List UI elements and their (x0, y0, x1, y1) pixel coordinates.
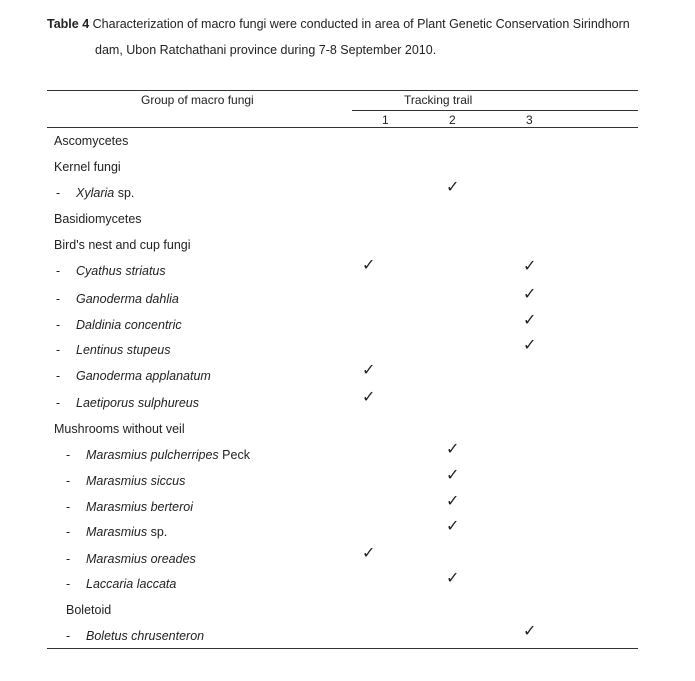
trail-2-header: 2 (449, 113, 456, 127)
table-top-rule (47, 90, 638, 91)
check-mark-icon: ✓ (362, 360, 376, 379)
group-column-header: Group of macro fungi (141, 93, 254, 107)
row-name-text: Laetiporus sulphureus (76, 396, 199, 410)
group-label (66, 603, 111, 617)
row-name-text: Marasmius siccus (86, 474, 186, 488)
species-name (76, 318, 182, 332)
row-name-text: Basidiomycetes (54, 212, 142, 226)
table-label: Table 4 (47, 17, 90, 31)
species-name (86, 474, 185, 488)
row-name-text: Marasmius oreades (86, 552, 196, 566)
row-name-text: Mushrooms without veil (54, 422, 185, 436)
row-name-text: Ganoderma applanatum (76, 369, 211, 383)
row-bullet: - (56, 369, 61, 383)
row-bullet: - (66, 577, 71, 591)
check-mark-icon: ✓ (523, 310, 537, 329)
row-name-text: Xylaria (76, 186, 115, 200)
row-name-suffix: sp. (114, 186, 135, 200)
check-mark-icon: ✓ (362, 255, 376, 274)
check-mark-icon: ✓ (446, 516, 460, 535)
caption-line-1: Characterization of macro fungi were conducted in area of Plant Genetic Conservation Sirindhorn (92, 17, 630, 31)
row-bullet: - (56, 292, 61, 306)
group-label (54, 422, 185, 436)
row-name-suffix: sp. (147, 525, 168, 539)
row-bullet: - (56, 318, 61, 332)
check-mark-icon: ✓ (446, 177, 460, 196)
table-bottom-rule (47, 648, 638, 649)
trail-3-header: 3 (526, 113, 533, 127)
row-bullet: - (66, 629, 71, 643)
row-bullet: - (56, 396, 61, 410)
tracking-rule (352, 110, 638, 111)
species-name (76, 396, 199, 410)
row-name-text: Boletus chrusenteron (86, 629, 205, 643)
row-name-text: Kernel fungi (54, 160, 121, 174)
species-name (76, 369, 211, 383)
check-mark-icon: ✓ (523, 256, 537, 275)
row-name-text: Marasmius pulcherripes (86, 448, 219, 462)
row-name-text: Boletoid (66, 603, 112, 617)
row-name-text: Marasmius berteroi (86, 500, 193, 514)
row-name-text: Lentinus stupeus (76, 343, 171, 357)
row-bullet: - (56, 186, 61, 200)
tracking-trail-header: Tracking trail (404, 93, 473, 107)
check-mark-icon: ✓ (362, 543, 376, 562)
group-label (54, 134, 128, 148)
check-mark-icon: ✓ (446, 568, 460, 587)
row-name-suffix: Peck (218, 448, 250, 462)
check-mark-icon: ✓ (446, 439, 460, 458)
species-name (76, 186, 134, 200)
row-name-text: Ganoderma dahlia (76, 292, 179, 306)
row-bullet: - (66, 552, 71, 566)
group-label (54, 238, 191, 252)
species-name (76, 343, 171, 357)
row-bullet: - (66, 474, 71, 488)
check-mark-icon: ✓ (523, 284, 537, 303)
row-name-text: Bird's nest and cup fungi (54, 238, 191, 252)
row-name-text: Laccaria laccata (86, 577, 177, 591)
row-name-text: Daldinia concentric (76, 318, 182, 332)
check-mark-icon: ✓ (523, 335, 537, 354)
header-bottom-rule (47, 127, 638, 128)
check-mark-icon: ✓ (523, 621, 537, 640)
group-label (54, 160, 121, 174)
check-mark-icon: ✓ (362, 387, 376, 406)
table-caption (47, 17, 630, 31)
row-name-text: Ascomycetes (54, 134, 129, 148)
species-name (86, 448, 250, 462)
species-name (86, 577, 176, 591)
caption-line-2: dam, Ubon Ratchathani province during 7-8 September 2010. (95, 43, 437, 57)
row-name-text: Marasmius (86, 525, 148, 539)
species-name (76, 292, 179, 306)
check-mark-icon: ✓ (446, 491, 460, 510)
check-mark-icon: ✓ (446, 465, 460, 484)
row-name-text: Cyathus striatus (76, 264, 166, 278)
species-name (86, 525, 167, 539)
trail-1-header: 1 (382, 113, 389, 127)
species-name (86, 552, 196, 566)
species-name (86, 500, 193, 514)
row-bullet: - (66, 500, 71, 514)
row-bullet: - (66, 448, 71, 462)
species-name (86, 629, 204, 643)
species-name (76, 264, 166, 278)
row-bullet: - (56, 343, 61, 357)
row-bullet: - (56, 264, 61, 278)
row-bullet: - (66, 525, 71, 539)
group-label (54, 212, 142, 226)
